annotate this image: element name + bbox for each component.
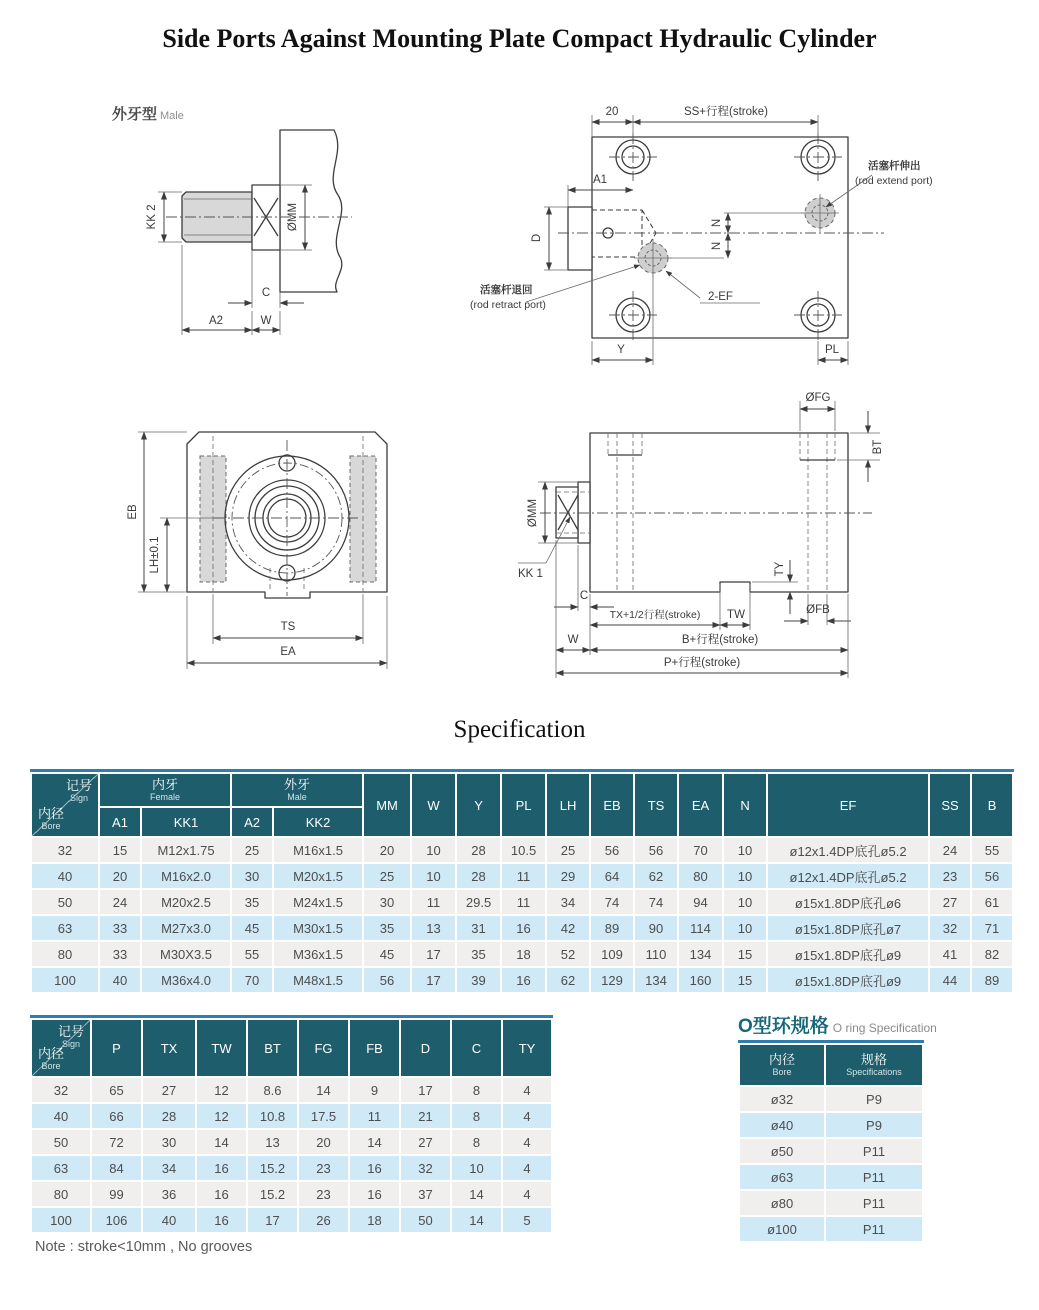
table-cell: 20 <box>364 838 410 862</box>
table-cell: 16 <box>350 1156 399 1180</box>
table-cell: 94 <box>679 890 722 914</box>
dim-table <box>30 1015 553 1234</box>
table-cell: 17 <box>412 942 455 966</box>
table-cell: 17 <box>248 1208 297 1232</box>
table-cell: 16 <box>197 1208 246 1232</box>
oring-table <box>738 1040 924 1243</box>
table-cell: 10 <box>724 916 766 940</box>
table-cell: 37 <box>401 1182 450 1206</box>
table-cell: 10 <box>724 890 766 914</box>
dim-tx: TX+1/2行程(stroke) <box>609 609 701 621</box>
table-cell: ø63 <box>740 1165 824 1189</box>
table-cell: 70 <box>232 968 272 992</box>
table-cell: 5 <box>503 1208 551 1232</box>
table-cell: M16x1.5 <box>274 838 362 862</box>
table-cell: 24 <box>930 838 970 862</box>
table-cell: ø15x1.8DP底孔ø7 <box>768 916 928 940</box>
table-cell: 13 <box>248 1130 297 1154</box>
table-cell: 134 <box>679 942 722 966</box>
table-cell: 40 <box>32 1104 90 1128</box>
table-cell: 80 <box>32 1182 90 1206</box>
corner-sign-en: Sign <box>69 793 88 803</box>
table-cell: 35 <box>364 916 410 940</box>
table-cell: 27 <box>401 1130 450 1154</box>
dim-lh: LH±0.1 <box>149 536 161 574</box>
table-cell: 89 <box>591 916 633 940</box>
table-cell: 18 <box>502 942 545 966</box>
table-cell: 16 <box>197 1156 246 1180</box>
table-cell: 100 <box>32 968 98 992</box>
table-cell: M24x1.5 <box>274 890 362 914</box>
table-row <box>32 1104 551 1128</box>
table-row <box>740 1139 922 1163</box>
label-extend-port-cn: 活塞杆伸出 <box>868 160 921 172</box>
oring-table-wrap <box>738 1040 918 1243</box>
page-title: Side Ports Against Mounting Plate Compact Hydraulic Cylinder <box>162 24 877 53</box>
table-cell: 82 <box>972 942 1012 966</box>
table-cell: 71 <box>972 916 1012 940</box>
table-row <box>32 968 1012 992</box>
table-cell: 20 <box>299 1130 348 1154</box>
table-row <box>740 1113 922 1137</box>
col-header-fb: FB <box>350 1020 399 1076</box>
table-cell: 80 <box>32 942 98 966</box>
table-cell: ø15x1.8DP底孔ø9 <box>768 942 928 966</box>
dim-b-stroke: B+行程(stroke) <box>681 634 759 646</box>
sub-header-a2: A2 <box>232 808 272 836</box>
table-cell: 17 <box>412 968 455 992</box>
table-cell: 12 <box>197 1078 246 1102</box>
table-row <box>32 1182 551 1206</box>
group-header-male: 外牙 Male <box>232 774 362 806</box>
col-header-ty: TY <box>503 1020 551 1076</box>
table-cell: 15.2 <box>248 1156 297 1180</box>
table-cell: 52 <box>547 942 589 966</box>
table-cell: 10 <box>724 864 766 888</box>
table-cell: 56 <box>972 864 1012 888</box>
corner-header: 记号 Sign 内径 Bore <box>32 1020 90 1076</box>
table-cell: ø15x1.8DP底孔ø9 <box>768 968 928 992</box>
male-section-label-cn: 外牙型 <box>112 106 158 123</box>
oring-title-en: O ring Specification <box>832 1021 937 1035</box>
col-header-bt: BT <box>248 1020 297 1076</box>
table-cell: 15 <box>724 942 766 966</box>
sub-header-kk1: KK1 <box>142 808 230 836</box>
table-cell: 63 <box>32 1156 90 1180</box>
table-row <box>740 1087 922 1111</box>
table-row <box>32 890 1012 914</box>
table-cell: 65 <box>92 1078 141 1102</box>
dim-fb: ØFB <box>806 604 830 616</box>
dim-a2: A2 <box>208 315 224 327</box>
label-retract-port-en: (rod retract port) <box>470 299 546 311</box>
table-cell: ø40 <box>740 1113 824 1137</box>
table-cell: 74 <box>635 890 677 914</box>
dim-n-upper: N <box>711 218 723 228</box>
table-cell: M12x1.75 <box>142 838 230 862</box>
table-cell: 74 <box>591 890 633 914</box>
table-cell: 50 <box>32 890 98 914</box>
dim-y: Y <box>617 344 625 356</box>
table-cell: ø15x1.8DP底孔ø6 <box>768 890 928 914</box>
table-cell: 55 <box>972 838 1012 862</box>
table-cell: 45 <box>232 916 272 940</box>
table-cell: 16 <box>350 1182 399 1206</box>
table-cell: 40 <box>100 968 140 992</box>
corner-header <box>32 774 98 836</box>
table-cell: 14 <box>299 1078 348 1102</box>
dim-tw: TW <box>727 609 745 621</box>
oring-title-cn: O型环规格 <box>738 1016 829 1037</box>
dim-ea: EA <box>280 646 296 658</box>
table-cell: 63 <box>32 916 98 940</box>
table-cell: 29 <box>547 864 589 888</box>
table-row <box>740 1191 922 1215</box>
corner-bore-cn: 内径 <box>38 806 65 821</box>
col-header-ss: SS <box>930 774 970 836</box>
col-header-tx: TX <box>143 1020 195 1076</box>
table-cell: 17.5 <box>299 1104 348 1128</box>
col-header-b: B <box>972 774 1012 836</box>
table-cell: P9 <box>826 1087 922 1111</box>
dim-fg: ØFG <box>805 392 831 404</box>
table-cell: 4 <box>503 1104 551 1128</box>
table-cell: 10 <box>412 864 455 888</box>
table-row <box>32 864 1012 888</box>
spec-heading: Specification <box>453 716 586 743</box>
col-header-ts: TS <box>635 774 677 836</box>
table-cell: 10 <box>724 838 766 862</box>
table-cell: 35 <box>457 942 500 966</box>
table-cell: 25 <box>232 838 272 862</box>
table-cell: 30 <box>143 1130 195 1154</box>
col-header-fg: FG <box>299 1020 348 1076</box>
table-row <box>32 1156 551 1180</box>
table-cell: 18 <box>350 1208 399 1232</box>
table-cell: 160 <box>679 968 722 992</box>
table-cell: 31 <box>457 916 500 940</box>
group-header-female: 内牙 Female <box>100 774 230 806</box>
table-cell: 11 <box>350 1104 399 1128</box>
table-cell: M20x1.5 <box>274 864 362 888</box>
table-cell: 90 <box>635 916 677 940</box>
table-cell: 134 <box>635 968 677 992</box>
table-cell: 30 <box>232 864 272 888</box>
table-cell: 8 <box>452 1104 501 1128</box>
label-2ef: 2-EF <box>708 291 733 303</box>
table-row <box>32 916 1012 940</box>
table-cell: 10 <box>452 1156 501 1180</box>
table-cell: 50 <box>32 1130 90 1154</box>
table-cell: 23 <box>930 864 970 888</box>
label-retract-port-cn: 活塞杆退回 <box>480 284 533 296</box>
table-cell: ø100 <box>740 1217 824 1241</box>
table-cell: P11 <box>826 1165 922 1189</box>
table-cell: 56 <box>364 968 410 992</box>
col-header-pl: PL <box>502 774 545 836</box>
table-cell: 114 <box>679 916 722 940</box>
table-cell: 35 <box>232 890 272 914</box>
table-cell: 41 <box>930 942 970 966</box>
table-cell: ø12x1.4DP底孔ø5.2 <box>768 838 928 862</box>
table-cell: 14 <box>197 1130 246 1154</box>
dim-table-wrap <box>30 1015 545 1234</box>
table-row <box>32 1130 551 1154</box>
table-cell: 28 <box>457 864 500 888</box>
table-row <box>32 838 1012 862</box>
table-cell: 4 <box>503 1130 551 1154</box>
table-cell: 10.5 <box>502 838 545 862</box>
table-cell: ø32 <box>740 1087 824 1111</box>
table-cell: 32 <box>930 916 970 940</box>
male-rod-end-drawing <box>100 95 440 355</box>
table-cell: 11 <box>502 890 545 914</box>
table-cell: 15 <box>724 968 766 992</box>
table-cell: 66 <box>92 1104 141 1128</box>
table-cell: 80 <box>679 864 722 888</box>
dim-bt: BT <box>872 439 884 455</box>
table-cell: 45 <box>364 942 410 966</box>
male-section-label-en: Male <box>160 110 184 122</box>
top-view-drawing <box>460 95 940 385</box>
dim-ss-stroke: SS+行程(stroke) <box>683 106 769 118</box>
table-cell: 55 <box>232 942 272 966</box>
col-header-spec: 规格 Specifications <box>826 1045 922 1085</box>
table-cell: 100 <box>32 1208 90 1232</box>
table-cell: 20 <box>100 864 140 888</box>
table-cell: 26 <box>299 1208 348 1232</box>
table-cell: M30x1.5 <box>274 916 362 940</box>
table-cell: 129 <box>591 968 633 992</box>
table-cell: 11 <box>502 864 545 888</box>
table-cell: 14 <box>452 1208 501 1232</box>
dim-c-side: C <box>579 590 589 602</box>
table-cell: 32 <box>32 838 98 862</box>
col-header-eb: EB <box>591 774 633 836</box>
table-row <box>32 1208 551 1232</box>
spec-table <box>30 769 1014 994</box>
table-cell: 11 <box>412 890 455 914</box>
table-cell: 24 <box>100 890 140 914</box>
label-extend-port-en: (rod extend port) <box>855 175 933 187</box>
dim-w-side: W <box>567 634 579 646</box>
col-header-bore: 内径 Bore <box>740 1045 824 1085</box>
table-row <box>740 1165 922 1189</box>
table-cell: M20x2.5 <box>142 890 230 914</box>
col-header-c: C <box>452 1020 501 1076</box>
table-cell: 33 <box>100 916 140 940</box>
table-cell: 9 <box>350 1078 399 1102</box>
col-header-y: Y <box>457 774 500 836</box>
dim-c: C <box>261 287 271 299</box>
col-header-mm: MM <box>364 774 410 836</box>
table-cell: 84 <box>92 1156 141 1180</box>
dim-eb: EB <box>127 504 139 520</box>
sub-header-a1: A1 <box>100 808 140 836</box>
corner-sign-cn: 记号 <box>65 778 92 793</box>
table-cell: 34 <box>547 890 589 914</box>
table-cell: 106 <box>92 1208 141 1232</box>
dim-w: W <box>260 315 272 327</box>
table-cell: M16x2.0 <box>142 864 230 888</box>
table-cell: ø80 <box>740 1191 824 1215</box>
table-cell: 42 <box>547 916 589 940</box>
label-kk1: KK 1 <box>518 568 543 580</box>
table-cell: 64 <box>591 864 633 888</box>
table-cell: 89 <box>972 968 1012 992</box>
col-header-d: D <box>401 1020 450 1076</box>
table-row <box>32 1078 551 1102</box>
dim-ty: TY <box>774 561 786 577</box>
table-cell: M30X3.5 <box>142 942 230 966</box>
table-cell: 15.2 <box>248 1182 297 1206</box>
table-cell: 12 <box>197 1104 246 1128</box>
table-cell: ø50 <box>740 1139 824 1163</box>
table-cell: 28 <box>143 1104 195 1128</box>
table-cell: 16 <box>197 1182 246 1206</box>
table-cell: 27 <box>143 1078 195 1102</box>
table-cell: M36x1.5 <box>274 942 362 966</box>
col-header-lh: LH <box>547 774 589 836</box>
dim-mm-side: ØMM <box>527 498 539 528</box>
table-cell: 32 <box>32 1078 90 1102</box>
table-cell: 25 <box>547 838 589 862</box>
col-header-w: W <box>412 774 455 836</box>
note-text: Note : stroke<10mm , No grooves <box>35 1239 253 1255</box>
table-cell: 27 <box>930 890 970 914</box>
table-cell: P11 <box>826 1217 922 1241</box>
col-header-tw: TW <box>197 1020 246 1076</box>
table-cell: 30 <box>364 890 410 914</box>
table-cell: 99 <box>92 1182 141 1206</box>
dim-mm: ØMM <box>287 202 299 232</box>
side-view-drawing <box>490 385 930 705</box>
table-cell: 34 <box>143 1156 195 1180</box>
table-cell: 8 <box>452 1130 501 1154</box>
table-cell: 44 <box>930 968 970 992</box>
table-cell: P11 <box>826 1139 922 1163</box>
table-cell: 4 <box>503 1156 551 1180</box>
table-cell: M48x1.5 <box>274 968 362 992</box>
table-cell: 10 <box>412 838 455 862</box>
table-cell: 50 <box>401 1208 450 1232</box>
dim-20: 20 <box>605 106 619 118</box>
table-cell: 21 <box>401 1104 450 1128</box>
table-cell: M36x4.0 <box>142 968 230 992</box>
table-cell: 16 <box>502 968 545 992</box>
dim-n-lower: N <box>711 241 723 251</box>
dim-a1: A1 <box>592 174 608 186</box>
table-cell: 40 <box>143 1208 195 1232</box>
dim-d: D <box>531 233 543 243</box>
table-cell: 56 <box>635 838 677 862</box>
table-cell: 23 <box>299 1156 348 1180</box>
dim-kk2: KK 2 <box>146 204 158 230</box>
table-cell: 29.5 <box>457 890 500 914</box>
table-cell: 8.6 <box>248 1078 297 1102</box>
table-cell: P11 <box>826 1191 922 1215</box>
table-cell: P9 <box>826 1113 922 1137</box>
table-cell: 32 <box>401 1156 450 1180</box>
col-header-ef: EF <box>768 774 928 836</box>
table-cell: 70 <box>679 838 722 862</box>
table-cell: 62 <box>635 864 677 888</box>
table-cell: 72 <box>92 1130 141 1154</box>
sub-header-kk2: KK2 <box>274 808 362 836</box>
col-header-ea: EA <box>679 774 722 836</box>
table-row <box>32 942 1012 966</box>
col-header-p: P <box>92 1020 141 1076</box>
table-cell: 4 <box>503 1182 551 1206</box>
table-cell: 39 <box>457 968 500 992</box>
col-header-n: N <box>724 774 766 836</box>
table-cell: 16 <box>502 916 545 940</box>
table-cell: 15 <box>100 838 140 862</box>
table-cell: 13 <box>412 916 455 940</box>
table-cell: 17 <box>401 1078 450 1102</box>
table-cell: 23 <box>299 1182 348 1206</box>
table-cell: 25 <box>364 864 410 888</box>
table-cell: 33 <box>100 942 140 966</box>
table-cell: 4 <box>503 1078 551 1102</box>
table-cell: ø12x1.4DP底孔ø5.2 <box>768 864 928 888</box>
table-cell: 62 <box>547 968 589 992</box>
table-cell: 110 <box>635 942 677 966</box>
corner-bore-en: Bore <box>41 821 61 831</box>
dim-p-stroke: P+行程(stroke) <box>663 657 741 669</box>
front-view-drawing <box>110 400 430 700</box>
table-cell: M27x3.0 <box>142 916 230 940</box>
table-cell: 8 <box>452 1078 501 1102</box>
table-row <box>740 1217 922 1241</box>
dim-ts: TS <box>280 621 296 633</box>
table-cell: 14 <box>452 1182 501 1206</box>
table-cell: 109 <box>591 942 633 966</box>
table-cell: 10.8 <box>248 1104 297 1128</box>
table-cell: 28 <box>457 838 500 862</box>
table-cell: 61 <box>972 890 1012 914</box>
spec-table-wrap <box>30 769 1012 994</box>
table-cell: 56 <box>591 838 633 862</box>
table-cell: 40 <box>32 864 98 888</box>
table-cell: 36 <box>143 1182 195 1206</box>
table-cell: 14 <box>350 1130 399 1154</box>
dim-pl: PL <box>824 344 840 356</box>
oring-title <box>738 1011 937 1038</box>
